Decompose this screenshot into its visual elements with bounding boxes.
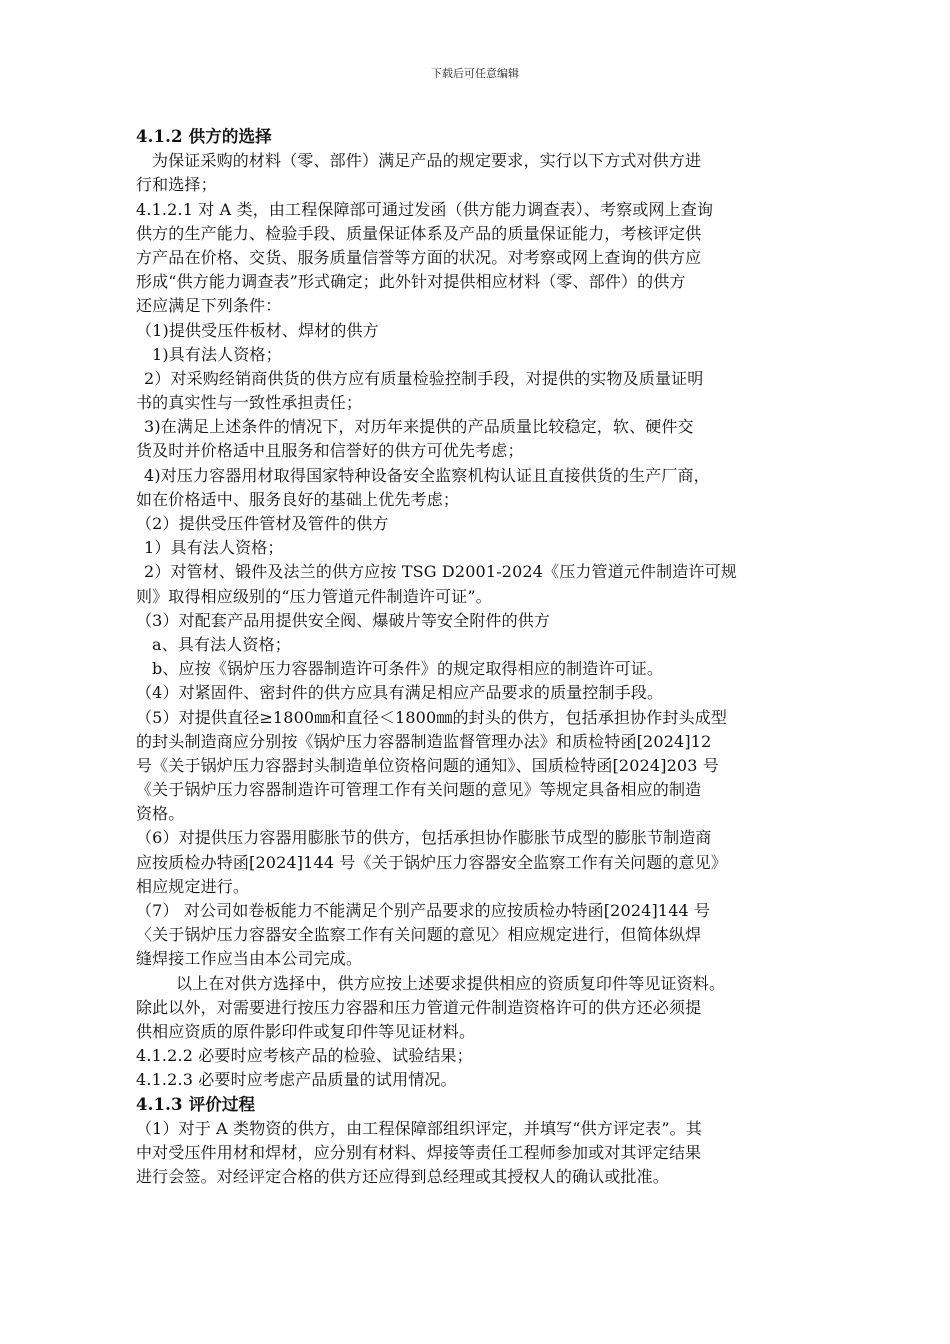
text-line: （5）对提供直径≥1800㎜和直径＜1800㎜的封头的供方，包括承担协作封头成型 [136, 707, 728, 727]
section-heading: 4.1.2 供方的选择 [136, 127, 272, 146]
text-line: 则》取得相应级别的“压力管道元件制造许可证”。 [136, 586, 492, 606]
text-line: 中对受压件用材和焊材，应分别有材料、焊接等责任工程师参加或对其评定结果 [136, 1142, 702, 1162]
text-line: 2）对管材、锻件及法兰的供方应按 TSG D2001-2024《压力管道元件制造许可规 [144, 562, 737, 582]
text-line: （6）对提供压力容器用膨胀节的供方，包括承担协作膨胀节成型的膨胀节制造商 [136, 828, 712, 848]
text-line: 方产品在价格、交货、服务质量信誉等方面的状况。对考察或网上查询的供方应 [136, 247, 702, 267]
text-line: 供方的生产能力、检验手段、质量保证体系及产品的质量保证能力，考核评定供 [136, 223, 702, 243]
text-line: （7） 对公司如卷板能力不能满足个别产品要求的应按质检办特函[2024]144 号 [136, 901, 711, 920]
text-line: 《关于锅炉压力容器制造许可管理工作有关问题的意见》等规定具备相应的制造 [136, 780, 702, 800]
text-line: 4.1.2.2 必要时应考核产品的检验、试验结果； [136, 1046, 473, 1066]
text-line: 还应满足下列条件： [136, 296, 282, 316]
text-line: 资格。 [136, 804, 185, 824]
text-line: 应按质检办特函[2024]144 号《关于锅炉压力容器安全监察工作有关问题的意见》 [136, 852, 727, 872]
text-line: 行和选择； [136, 175, 217, 195]
document-body [136, 125, 836, 1189]
text-line: 4.1.2.3 必要时应考虑产品质量的试用情况。 [136, 1070, 457, 1090]
text-line: 〈关于锅炉压力容器安全监察工作有关问题的意见〉相应规定进行，但简体纵焊 [136, 925, 702, 945]
text-line: b、应按《锅炉压力容器制造许可条件》的规定取得相应的制造许可证。 [152, 659, 664, 679]
text-line: 相应规定进行。 [136, 876, 250, 896]
text-line: 进行会签。对经评定合格的供方还应得到总经理或其授权人的确认或批准。 [136, 1167, 669, 1187]
text-line: 为保证采购的材料（零、部件）满足产品的规定要求，实行以下方式对供方进 [152, 151, 702, 171]
text-line: 以上在对供方选择中，供方应按上述要求提供相应的资质复印件等见证资料。 [176, 973, 726, 993]
section-heading: 4.1.3 评价过程 [136, 1094, 256, 1114]
text-line: 2）对采购经销商供货的供方应有质量检验控制手段，对提供的实物及质量证明 [144, 368, 704, 388]
text-line: 如在价格适中、服务良好的基础上优先考虑； [136, 489, 460, 509]
text-line: 缝焊接工作应当由本公司完成。 [136, 949, 363, 969]
text-line: 供相应资质的原件影印件或复印件等见证材料。 [136, 1021, 476, 1041]
text-line: 形成“供方能力调查表”形式确定；此外针对提供相应材料（零、部件）的供方 [136, 272, 686, 292]
page-header: 下载后可任意编辑 [431, 67, 519, 80]
text-line: （2）提供受压件管材及管件的供方 [136, 514, 389, 533]
text-line: 1)具有法人资格； [152, 344, 282, 364]
text-line: 1）具有法人资格； [144, 538, 284, 558]
text-line: （1)提供受压件板材、焊材的供方 [136, 320, 379, 340]
text-line: 除此以外，对需要进行按压力容器和压力管道元件制造资格许可的供方还必须提 [136, 997, 702, 1017]
text-line: 号《关于锅炉压力容器封头制造单位资格问题的通知》、国质检特函[2024]203 号 [136, 755, 719, 775]
text-line: 的封头制造商应分别按《锅炉压力容器制造监督管理办法》和质检特函[2024]12 [136, 731, 712, 751]
text-line: 书的真实性与一致性承担责任； [136, 393, 363, 413]
text-line: 4)对压力容器用材取得国家特种设备安全监察机构认证且直接供货的生产厂商， [144, 465, 710, 485]
text-line: （4）对紧固件、密封件的供方应具有满足相应产品要求的质量控制手段。 [136, 683, 664, 703]
text-line: a、具有法人资格； [152, 634, 291, 654]
text-line: （3）对配套产品用提供安全阀、爆破片等安全附件的供方 [136, 610, 551, 630]
text-line: 4.1.2.1 对 A 类，由工程保障部可通过发函（供方能力调查表）、考察或网上查询 [136, 199, 714, 219]
text-line: （1）对于 A 类物资的供方，由工程保障部组织评定，并填写“供方评定表”。其 [136, 1118, 702, 1138]
text-line: 货及时并价格适中且服务和信誉好的供方可优先考虑； [136, 441, 524, 461]
text-line: 3)在满足上述条件的情况下，对历年来提供的产品质量比较稳定，软、硬件交 [144, 417, 694, 437]
